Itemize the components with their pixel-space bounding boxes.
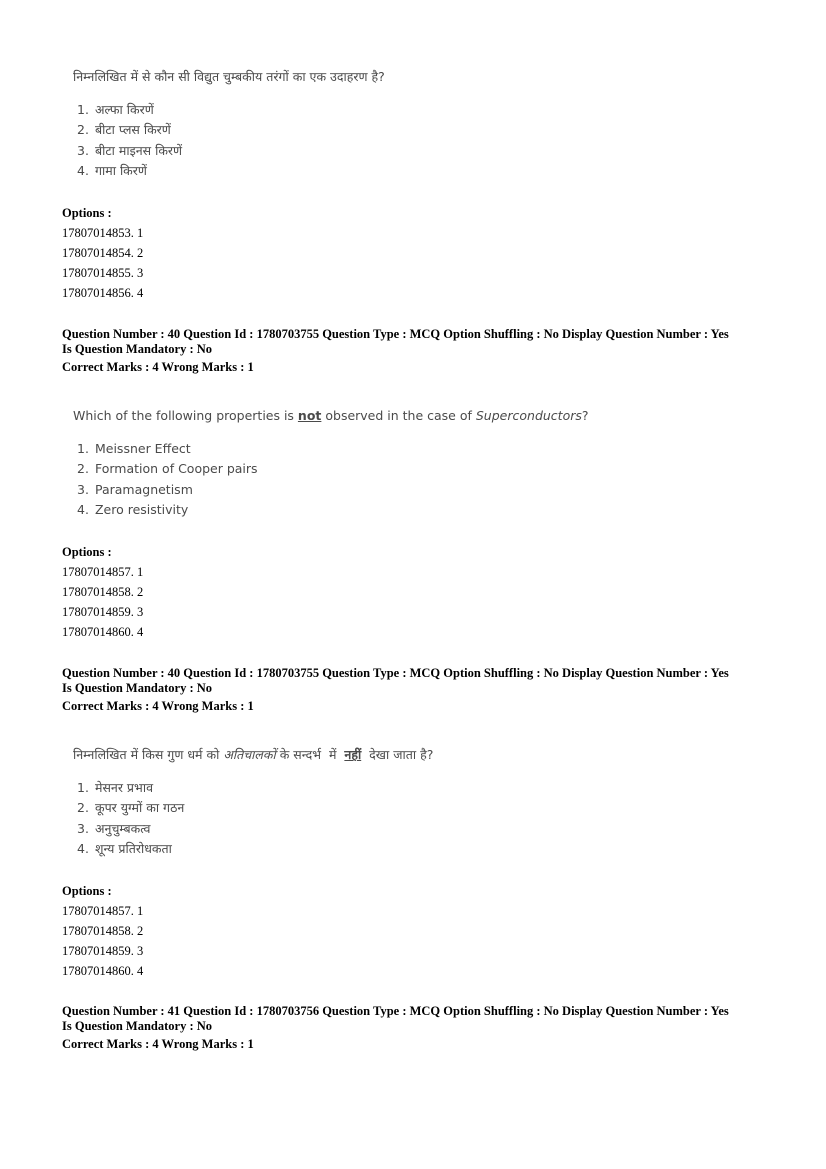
meta-line: Question Number : 40 Question Id : 1780703755 Question Type : MCQ Option Shuffling : No Display Question Number : Yes (62, 327, 729, 341)
choice-item: 4. गामा किरणें (77, 163, 147, 178)
choice-item: 4. शून्य प्रतिरोधकता (77, 841, 172, 856)
option-row: 17807014854. 2 (62, 246, 144, 260)
option-row: 17807014859. 3 (62, 605, 144, 619)
meta-line: Question Number : 41 Question Id : 1780703756 Question Type : MCQ Option Shuffling : No Display Question Number : Yes (62, 1004, 729, 1018)
choice-item: 1. Meissner Effect (77, 441, 191, 456)
option-row: 17807014858. 2 (62, 924, 144, 938)
option-row: 17807014858. 2 (62, 585, 144, 599)
meta-line: Is Question Mandatory : No (62, 681, 213, 695)
meta-line: Correct Marks : 4 Wrong Marks : 1 (62, 1037, 254, 1051)
choice-item: 2. कूपर युग्मों का गठन (77, 800, 185, 815)
options-header: Options : (62, 545, 112, 559)
question-text: Which of the following properties is not observed in the case of Superconductors? (73, 408, 589, 423)
meta-line: Is Question Mandatory : No (62, 1019, 213, 1033)
option-row: 17807014857. 1 (62, 904, 144, 918)
choice-item: 1. अल्फा किरणें (77, 102, 154, 117)
choice-item: 4. Zero resistivity (77, 502, 189, 517)
meta-line: Question Number : 40 Question Id : 1780703755 Question Type : MCQ Option Shuffling : No Display Question Number : Yes (62, 666, 729, 680)
choice-item: 2. Formation of Cooper pairs (77, 461, 258, 476)
question-text: निम्नलिखित में से कौन सी विद्युत चुम्बकीय तरंगों का एक उदाहरण है? (73, 69, 385, 84)
choice-item: 3. अनुचुम्बकत्व (77, 821, 151, 836)
options-block (62, 203, 143, 303)
option-row: 17807014853. 1 (62, 226, 144, 240)
option-row: 17807014860. 4 (62, 625, 144, 639)
question-meta (62, 327, 782, 375)
question-text: निम्नलिखित में किस गुण धर्म को अतिचालकों के सन्दर्भ में नहीं देखा जाता है? (73, 747, 434, 762)
choice-item: 2. बीटा प्लस किरणें (77, 122, 171, 137)
option-row: 17807014857. 1 (62, 565, 144, 579)
options-block (62, 542, 143, 642)
option-row: 17807014855. 3 (62, 266, 144, 280)
choice-item: 3. बीटा माइनस किरणें (77, 143, 183, 158)
option-row: 17807014859. 3 (62, 944, 144, 958)
options-header: Options : (62, 884, 112, 898)
question-meta (62, 1004, 782, 1052)
choice-item: 1. मेसनर प्रभाव (77, 780, 154, 795)
choice-item: 3. Paramagnetism (77, 482, 193, 497)
options-header: Options : (62, 206, 112, 220)
options-block (62, 881, 143, 981)
question-meta (62, 666, 782, 714)
option-row: 17807014860. 4 (62, 964, 144, 978)
option-row: 17807014856. 4 (62, 286, 144, 300)
meta-line: Correct Marks : 4 Wrong Marks : 1 (62, 699, 254, 713)
meta-line: Is Question Mandatory : No (62, 342, 213, 356)
meta-line: Correct Marks : 4 Wrong Marks : 1 (62, 360, 254, 374)
